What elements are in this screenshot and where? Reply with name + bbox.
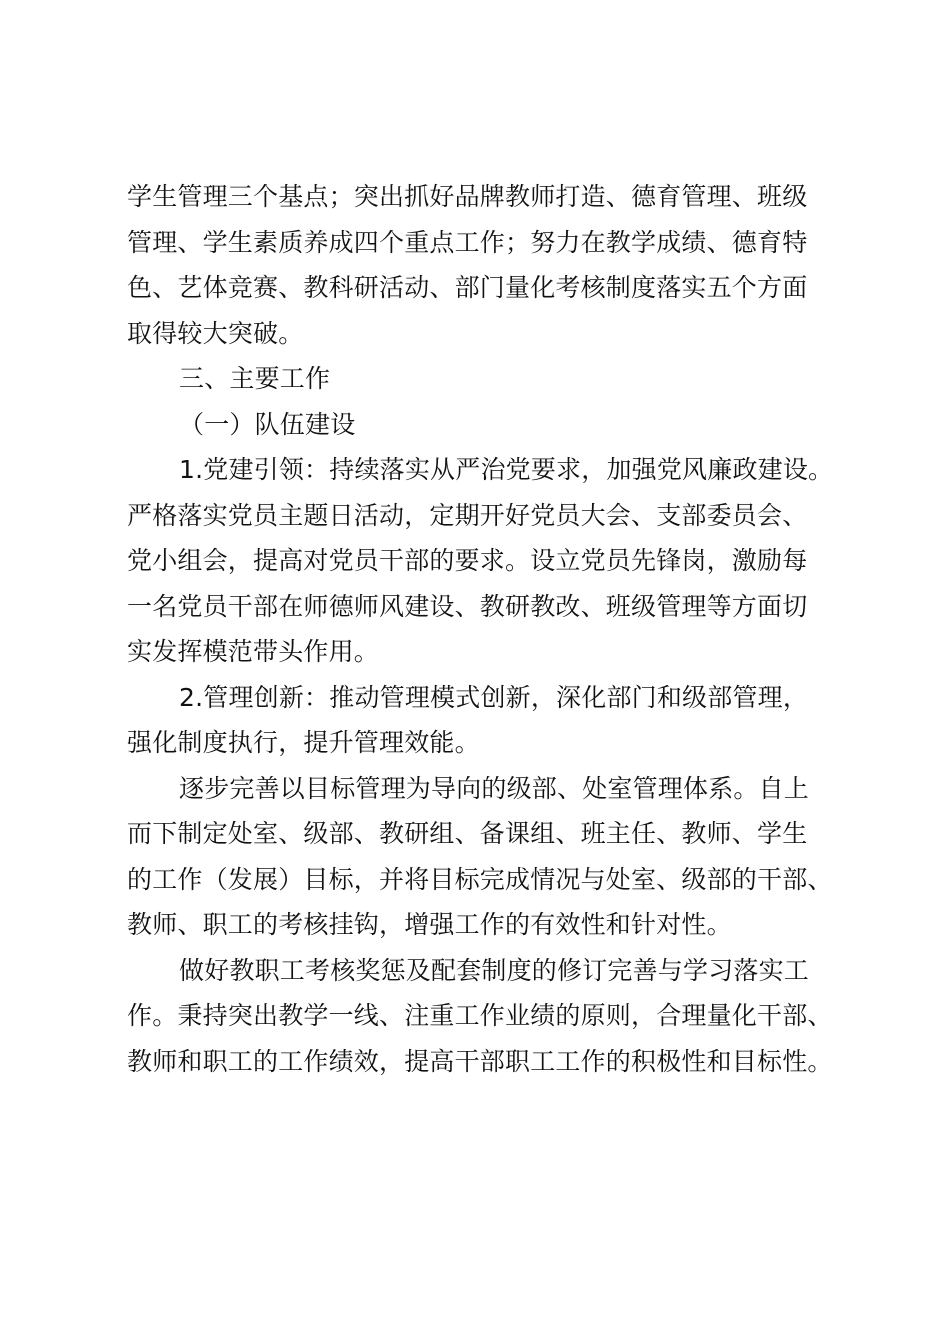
paragraph-line: 2.管理创新：推动管理模式创新，深化部门和级部管理， (179, 682, 809, 712)
paragraph-line: 而下制定处室、级部、教研组、备课组、班主任、教师、学生 (127, 819, 808, 848)
paragraph-line: 取得较大突破。 (127, 318, 304, 348)
paragraph-line: 的工作（发展）目标，并将目标完成情况与处室、级部的干部、 (127, 864, 833, 894)
paragraph-line: 做好教职工考核奖惩及配套制度的修订完善与学习落实工 (179, 955, 810, 985)
paragraph-line: 教师和职工的工作绩效，提高干部职工工作的积极性和目标性。 (127, 1046, 833, 1076)
paragraph-line: 学生管理三个基点；突出抓好品牌教师打造、德育管理、班级 (127, 182, 808, 211)
paragraph-line: 作。秉持突出教学一线、注重工作业绩的原则，合理量化干部、 (127, 1001, 833, 1030)
paragraph-line: 逐步完善以目标管理为导向的级部、处室管理体系。自上 (179, 773, 810, 803)
paragraph-line: 一名党员干部在师德师风建设、教研教改、班级管理等方面切 (127, 591, 808, 621)
section-heading: 三、主要工作 (179, 364, 331, 393)
paragraph-line: 色、艺体竞赛、教科研活动、部门量化考核制度落实五个方面 (127, 273, 808, 302)
subsection-heading: （一）队伍建设 (179, 409, 356, 439)
paragraph-line: 党小组会，提高对党员干部的要求。设立党员先锋岗，激励每 (127, 546, 808, 575)
paragraph-line: 教师、职工的考核挂钩，增强工作的有效性和针对性。 (127, 910, 732, 939)
document-body (127, 174, 837, 1084)
paragraph-line: 强化制度执行，提升管理效能。 (127, 728, 480, 757)
paragraph-line: 1.党建引领：持续落实从严治党要求，加强党风廉政建设。 (179, 455, 834, 484)
paragraph-line: 严格落实党员主题日活动，定期开好党员大会、支部委员会、 (127, 500, 808, 530)
paragraph-line: 管理、学生素质养成四个重点工作；努力在教学成绩、德育特 (127, 227, 808, 257)
paragraph-line: 实发挥模范带头作用。 (127, 637, 380, 666)
